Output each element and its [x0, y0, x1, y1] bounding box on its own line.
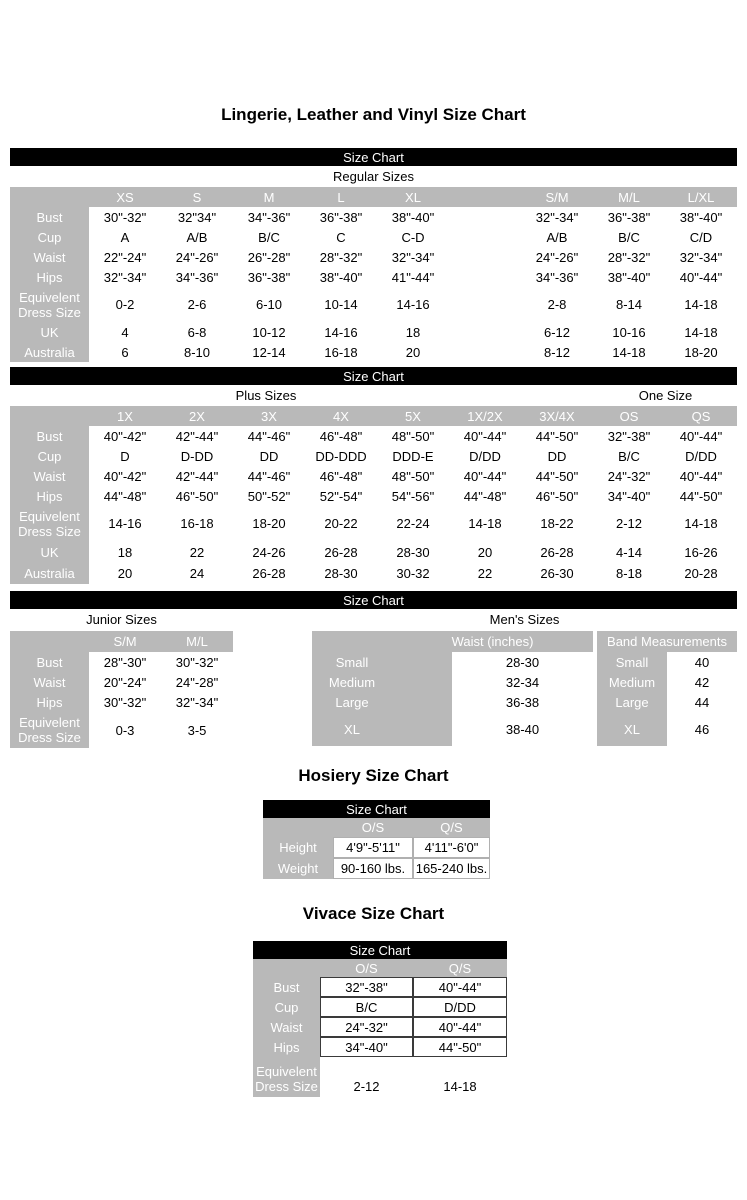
column-header: XS — [116, 189, 134, 205]
table-cell: 8-10 — [161, 342, 233, 362]
table-cell: 20 — [449, 541, 521, 563]
table-cell: 36-38 — [392, 692, 593, 712]
table-cell: 28-30 — [305, 563, 377, 584]
table-cell: C/D — [665, 227, 737, 247]
table-cell: 24"-32" — [320, 1017, 413, 1037]
table-cell: 2-12 — [593, 506, 665, 541]
table-cell: 3-5 — [161, 712, 233, 748]
table-cell: 44"-50" — [521, 466, 593, 486]
table-cell: 26-28 — [233, 563, 305, 584]
column-header: M/L — [618, 189, 640, 205]
row-label: Medium — [608, 674, 656, 690]
table-cell: 14-16 — [305, 322, 377, 342]
table-cell: 32"-34" — [377, 247, 449, 267]
table-cell: 16-26 — [665, 541, 737, 563]
row-label: Equivelent Dress Size — [18, 289, 81, 320]
junior-sizes-label: Junior Sizes — [86, 612, 157, 627]
table-cell: 38"-40" — [665, 207, 737, 227]
table-cell: 40"-44" — [665, 426, 737, 446]
plus-sizes-section — [0, 385, 747, 406]
table-cell — [449, 267, 521, 287]
table-cell: 44"-50" — [413, 1037, 507, 1057]
table-cell: 40"-44" — [665, 466, 737, 486]
column-header: S/M — [545, 189, 569, 205]
table-cell: 38-40 — [392, 712, 593, 746]
table-cell: D/DD — [665, 446, 737, 466]
column-header: L/XL — [687, 189, 715, 205]
table-cell: 40"-42" — [89, 426, 161, 446]
table-cell: 2-8 — [521, 287, 593, 322]
table-cell: B/C — [593, 446, 665, 466]
table-cell: 46"-48" — [305, 426, 377, 446]
row-label: Waist — [33, 468, 66, 484]
corner-cell — [10, 406, 89, 426]
row-label: Waist — [270, 1019, 303, 1035]
table-cell: 32"34" — [161, 207, 233, 227]
row-label: Waist — [33, 674, 66, 690]
table-cell: 54"-56" — [377, 486, 449, 506]
mens-waist-table — [312, 631, 593, 746]
table-cell: 44"-50" — [521, 426, 593, 446]
regular-sizes-section — [0, 166, 747, 187]
table-cell: 42"-44" — [161, 426, 233, 446]
corner-cell — [312, 631, 392, 652]
table-cell: 14-18 — [449, 506, 521, 541]
column-header: Q/S — [448, 960, 472, 976]
mens-band-table — [597, 631, 737, 746]
column-header: Q/S — [440, 820, 463, 835]
table-cell: 32"-38" — [593, 426, 665, 446]
row-label: Hips — [36, 694, 63, 710]
table-cell: 4'9"-5'11" — [333, 837, 413, 858]
vivace-heading: Vivace Size Chart — [302, 904, 445, 923]
size-chart-bar: Size Chart — [10, 591, 737, 609]
row-label: Hips — [36, 488, 63, 504]
table-cell: 34"-36" — [521, 267, 593, 287]
table-cell: 48"-50" — [377, 466, 449, 486]
table-cell: 32"-34" — [161, 692, 233, 712]
row-label: Australia — [24, 566, 75, 581]
table-cell: 20"-24" — [89, 672, 161, 692]
table-cell: 0-3 — [89, 712, 161, 748]
table-cell — [449, 287, 521, 322]
row-label: Waist — [33, 249, 66, 265]
table-cell: 40"-44" — [413, 977, 507, 997]
row-label: Equivelent Dress Size — [18, 508, 81, 539]
table-cell: 12-14 — [233, 342, 305, 362]
row-label: Medium — [328, 674, 376, 690]
column-header: M — [263, 189, 275, 205]
table-cell: 22 — [161, 541, 233, 563]
column-header: M/L — [186, 634, 208, 649]
table-cell: B/C — [320, 997, 413, 1017]
table-cell: 8-14 — [593, 287, 665, 322]
table-cell: 44"-48" — [89, 486, 161, 506]
table-cell: 20-22 — [305, 506, 377, 541]
table-cell: 32-34 — [392, 672, 593, 692]
hosiery-heading: Hosiery Size Chart — [298, 766, 449, 785]
table-cell: 52"-54" — [305, 486, 377, 506]
table-cell: 24"-26" — [521, 247, 593, 267]
table-cell: 30"-32" — [89, 692, 161, 712]
size-chart-bar: Size Chart — [263, 800, 490, 818]
column-header: 2X — [189, 408, 205, 424]
table-cell: 4 — [89, 322, 161, 342]
table-cell: 22 — [449, 563, 521, 584]
table-cell: 4'11"-6'0" — [413, 837, 490, 858]
table-cell: 34"-36" — [161, 267, 233, 287]
table-cell: 32"-38" — [320, 977, 413, 997]
table-cell: 28"-32" — [593, 247, 665, 267]
table-cell: 165-240 lbs. — [413, 858, 490, 879]
table-cell: 40"-44" — [413, 1017, 507, 1037]
column-header: O/S — [355, 960, 378, 976]
table-cell: 18 — [377, 322, 449, 342]
table-cell: 6-10 — [233, 287, 305, 322]
table-cell: 8-18 — [593, 563, 665, 584]
table-cell: 36"-38" — [593, 207, 665, 227]
table-cell: A/B — [521, 227, 593, 247]
table-cell — [449, 247, 521, 267]
table-cell: 14-18 — [665, 287, 737, 322]
table-cell: 42 — [667, 672, 737, 692]
table-cell — [449, 342, 521, 362]
table-cell: 44"-48" — [449, 486, 521, 506]
row-label: Cup — [37, 448, 62, 464]
column-header: XL — [405, 189, 421, 205]
table-cell: 41"-44" — [377, 267, 449, 287]
row-label: Hips — [273, 1039, 300, 1055]
table-cell: 36"-38" — [305, 207, 377, 227]
column-header: 5X — [405, 408, 421, 424]
table-cell: 0-2 — [89, 287, 161, 322]
table-cell: 24"-28" — [161, 672, 233, 692]
table-cell: 30"-32" — [89, 207, 161, 227]
table-cell: D-DD — [161, 446, 233, 466]
table-cell: 18-20 — [665, 342, 737, 362]
column-header: Band Measurements — [607, 634, 727, 649]
table-cell: 26-28 — [521, 541, 593, 563]
size-chart-bar: Size Chart — [10, 148, 737, 166]
column-header: QS — [691, 408, 711, 424]
table-cell: 4-14 — [593, 541, 665, 563]
table-cell: 26"-28" — [233, 247, 305, 267]
regular-sizes-table — [10, 187, 737, 362]
table-cell: 2-12 — [320, 1057, 413, 1097]
column-header: S — [192, 189, 202, 205]
row-label: XL — [624, 721, 640, 737]
row-label: Equivelent Dress Size — [18, 715, 81, 745]
table-cell: 46"-50" — [161, 486, 233, 506]
row-label: Bust — [273, 979, 300, 995]
table-cell: 22"-24" — [89, 247, 161, 267]
row-label: Weight — [277, 861, 319, 876]
row-label: Bust — [36, 654, 63, 670]
table-cell: 20 — [377, 342, 449, 362]
table-cell: 44"-46" — [233, 426, 305, 446]
column-header — [449, 187, 521, 207]
junior-sizes-table — [10, 631, 233, 748]
row-label: Hips — [36, 269, 63, 285]
table-cell: 38"-40" — [593, 267, 665, 287]
column-header: 3X/4X — [539, 408, 575, 424]
table-cell: 26-28 — [305, 541, 377, 563]
corner-cell — [10, 631, 89, 652]
table-cell: 50"-52" — [233, 486, 305, 506]
row-label: Australia — [24, 344, 75, 360]
table-cell: 32"-34" — [89, 267, 161, 287]
table-cell: 2-6 — [161, 287, 233, 322]
one-size-label: One Size — [638, 388, 693, 403]
table-cell: 34"-40" — [593, 486, 665, 506]
page-title: Lingerie, Leather and Vinyl Size Chart — [221, 105, 526, 124]
regular-sizes-label: Regular Sizes — [333, 169, 414, 184]
table-cell — [449, 322, 521, 342]
table-cell: 6 — [89, 342, 161, 362]
size-chart-bar: Size Chart — [253, 941, 507, 959]
row-label: Cup — [274, 999, 299, 1015]
plus-sizes-table — [10, 406, 737, 584]
table-cell: 28"-32" — [305, 247, 377, 267]
table-cell: 18-22 — [521, 506, 593, 541]
table-cell: 14-18 — [413, 1057, 507, 1097]
table-cell: 14-18 — [665, 322, 737, 342]
table-cell: C — [305, 227, 377, 247]
column-header: 3X — [261, 408, 277, 424]
table-cell: 6-8 — [161, 322, 233, 342]
table-cell: 6-12 — [521, 322, 593, 342]
vivace-table — [253, 959, 507, 1097]
table-cell: 40 — [667, 652, 737, 672]
table-cell: 16-18 — [305, 342, 377, 362]
table-cell: 26-30 — [521, 563, 593, 584]
table-cell: 40"-44" — [665, 267, 737, 287]
table-cell: 90-160 lbs. — [333, 858, 413, 879]
table-cell: D/DD — [413, 997, 507, 1017]
column-header: Waist (inches) — [451, 634, 534, 649]
corner-cell — [10, 187, 89, 207]
table-cell: 24"-32" — [593, 466, 665, 486]
row-label: Small — [615, 654, 649, 670]
table-cell: 28"-30" — [89, 652, 161, 672]
table-cell: 8-12 — [521, 342, 593, 362]
table-cell: 22-24 — [377, 506, 449, 541]
column-header: S/M — [113, 634, 137, 649]
table-cell: 46"-48" — [305, 466, 377, 486]
junior-mens-titles — [0, 609, 747, 631]
row-label: Cup — [37, 229, 62, 245]
table-cell — [449, 207, 521, 227]
row-label: UK — [40, 544, 59, 560]
table-cell: 14-16 — [89, 506, 161, 541]
table-cell: 40"-44" — [449, 426, 521, 446]
table-cell: 36"-38" — [233, 267, 305, 287]
table-cell: 38"-40" — [305, 267, 377, 287]
table-cell: 24"-26" — [161, 247, 233, 267]
column-header: O/S — [361, 820, 385, 835]
table-cell: A/B — [161, 227, 233, 247]
table-cell: B/C — [593, 227, 665, 247]
row-label: XL — [344, 721, 360, 737]
table-cell: DD — [233, 446, 305, 466]
table-cell: 28-30 — [377, 541, 449, 563]
table-cell: 32"-34" — [665, 247, 737, 267]
row-label: Bust — [36, 428, 63, 444]
table-cell: 30"-32" — [161, 652, 233, 672]
column-header: L — [337, 189, 345, 205]
table-cell: 34"-40" — [320, 1037, 413, 1057]
table-cell: 28-30 — [392, 652, 593, 672]
table-cell: 46 — [667, 712, 737, 746]
column-header: 1X — [117, 408, 133, 424]
table-cell: 30-32 — [377, 563, 449, 584]
row-label: Bust — [36, 209, 63, 225]
table-cell: 24-26 — [233, 541, 305, 563]
table-cell: 32"-34" — [521, 207, 593, 227]
row-label: Height — [279, 840, 317, 855]
table-cell: 10-16 — [593, 322, 665, 342]
size-chart-bar: Size Chart — [10, 367, 737, 385]
row-label: Equivelent Dress Size — [255, 1064, 318, 1094]
table-cell: DD-DDD — [305, 446, 377, 466]
mens-sizes-label: Men's Sizes — [489, 612, 560, 627]
table-cell: 40"-42" — [89, 466, 161, 486]
row-label: Large — [615, 694, 649, 710]
corner-cell — [263, 818, 333, 837]
table-cell: 42"-44" — [161, 466, 233, 486]
table-cell: 46"-50" — [521, 486, 593, 506]
table-cell: 14-16 — [377, 287, 449, 322]
table-cell: 18 — [89, 541, 161, 563]
table-cell: 44"-50" — [665, 486, 737, 506]
table-cell: D — [89, 446, 161, 466]
row-label: UK — [40, 324, 59, 340]
table-cell: 10-12 — [233, 322, 305, 342]
table-cell: 10-14 — [305, 287, 377, 322]
table-cell: D/DD — [449, 446, 521, 466]
table-cell: 18-20 — [233, 506, 305, 541]
table-cell: 24 — [161, 563, 233, 584]
table-cell: C-D — [377, 227, 449, 247]
junior-mens-tables — [0, 631, 747, 748]
row-label: Small — [335, 654, 369, 670]
table-cell: 44 — [667, 692, 737, 712]
table-cell: 20-28 — [665, 563, 737, 584]
table-cell — [449, 227, 521, 247]
column-header: OS — [619, 408, 639, 424]
table-cell: 14-18 — [665, 506, 737, 541]
table-cell: 48"-50" — [377, 426, 449, 446]
table-cell: 44"-46" — [233, 466, 305, 486]
row-label: Large — [335, 694, 369, 710]
table-cell: A — [89, 227, 161, 247]
table-cell: 14-18 — [593, 342, 665, 362]
table-cell: DD — [521, 446, 593, 466]
table-cell: 34"-36" — [233, 207, 305, 227]
column-header: 4X — [333, 408, 349, 424]
table-cell: B/C — [233, 227, 305, 247]
hosiery-table — [263, 818, 490, 879]
column-header: 1X/2X — [467, 408, 503, 424]
plus-sizes-label: Plus Sizes — [235, 388, 297, 403]
table-cell: 38"-40" — [377, 207, 449, 227]
table-cell: 40"-44" — [449, 466, 521, 486]
table-cell: 16-18 — [161, 506, 233, 541]
corner-cell — [253, 959, 320, 977]
table-cell: 20 — [89, 563, 161, 584]
table-cell: DDD-E — [377, 446, 449, 466]
